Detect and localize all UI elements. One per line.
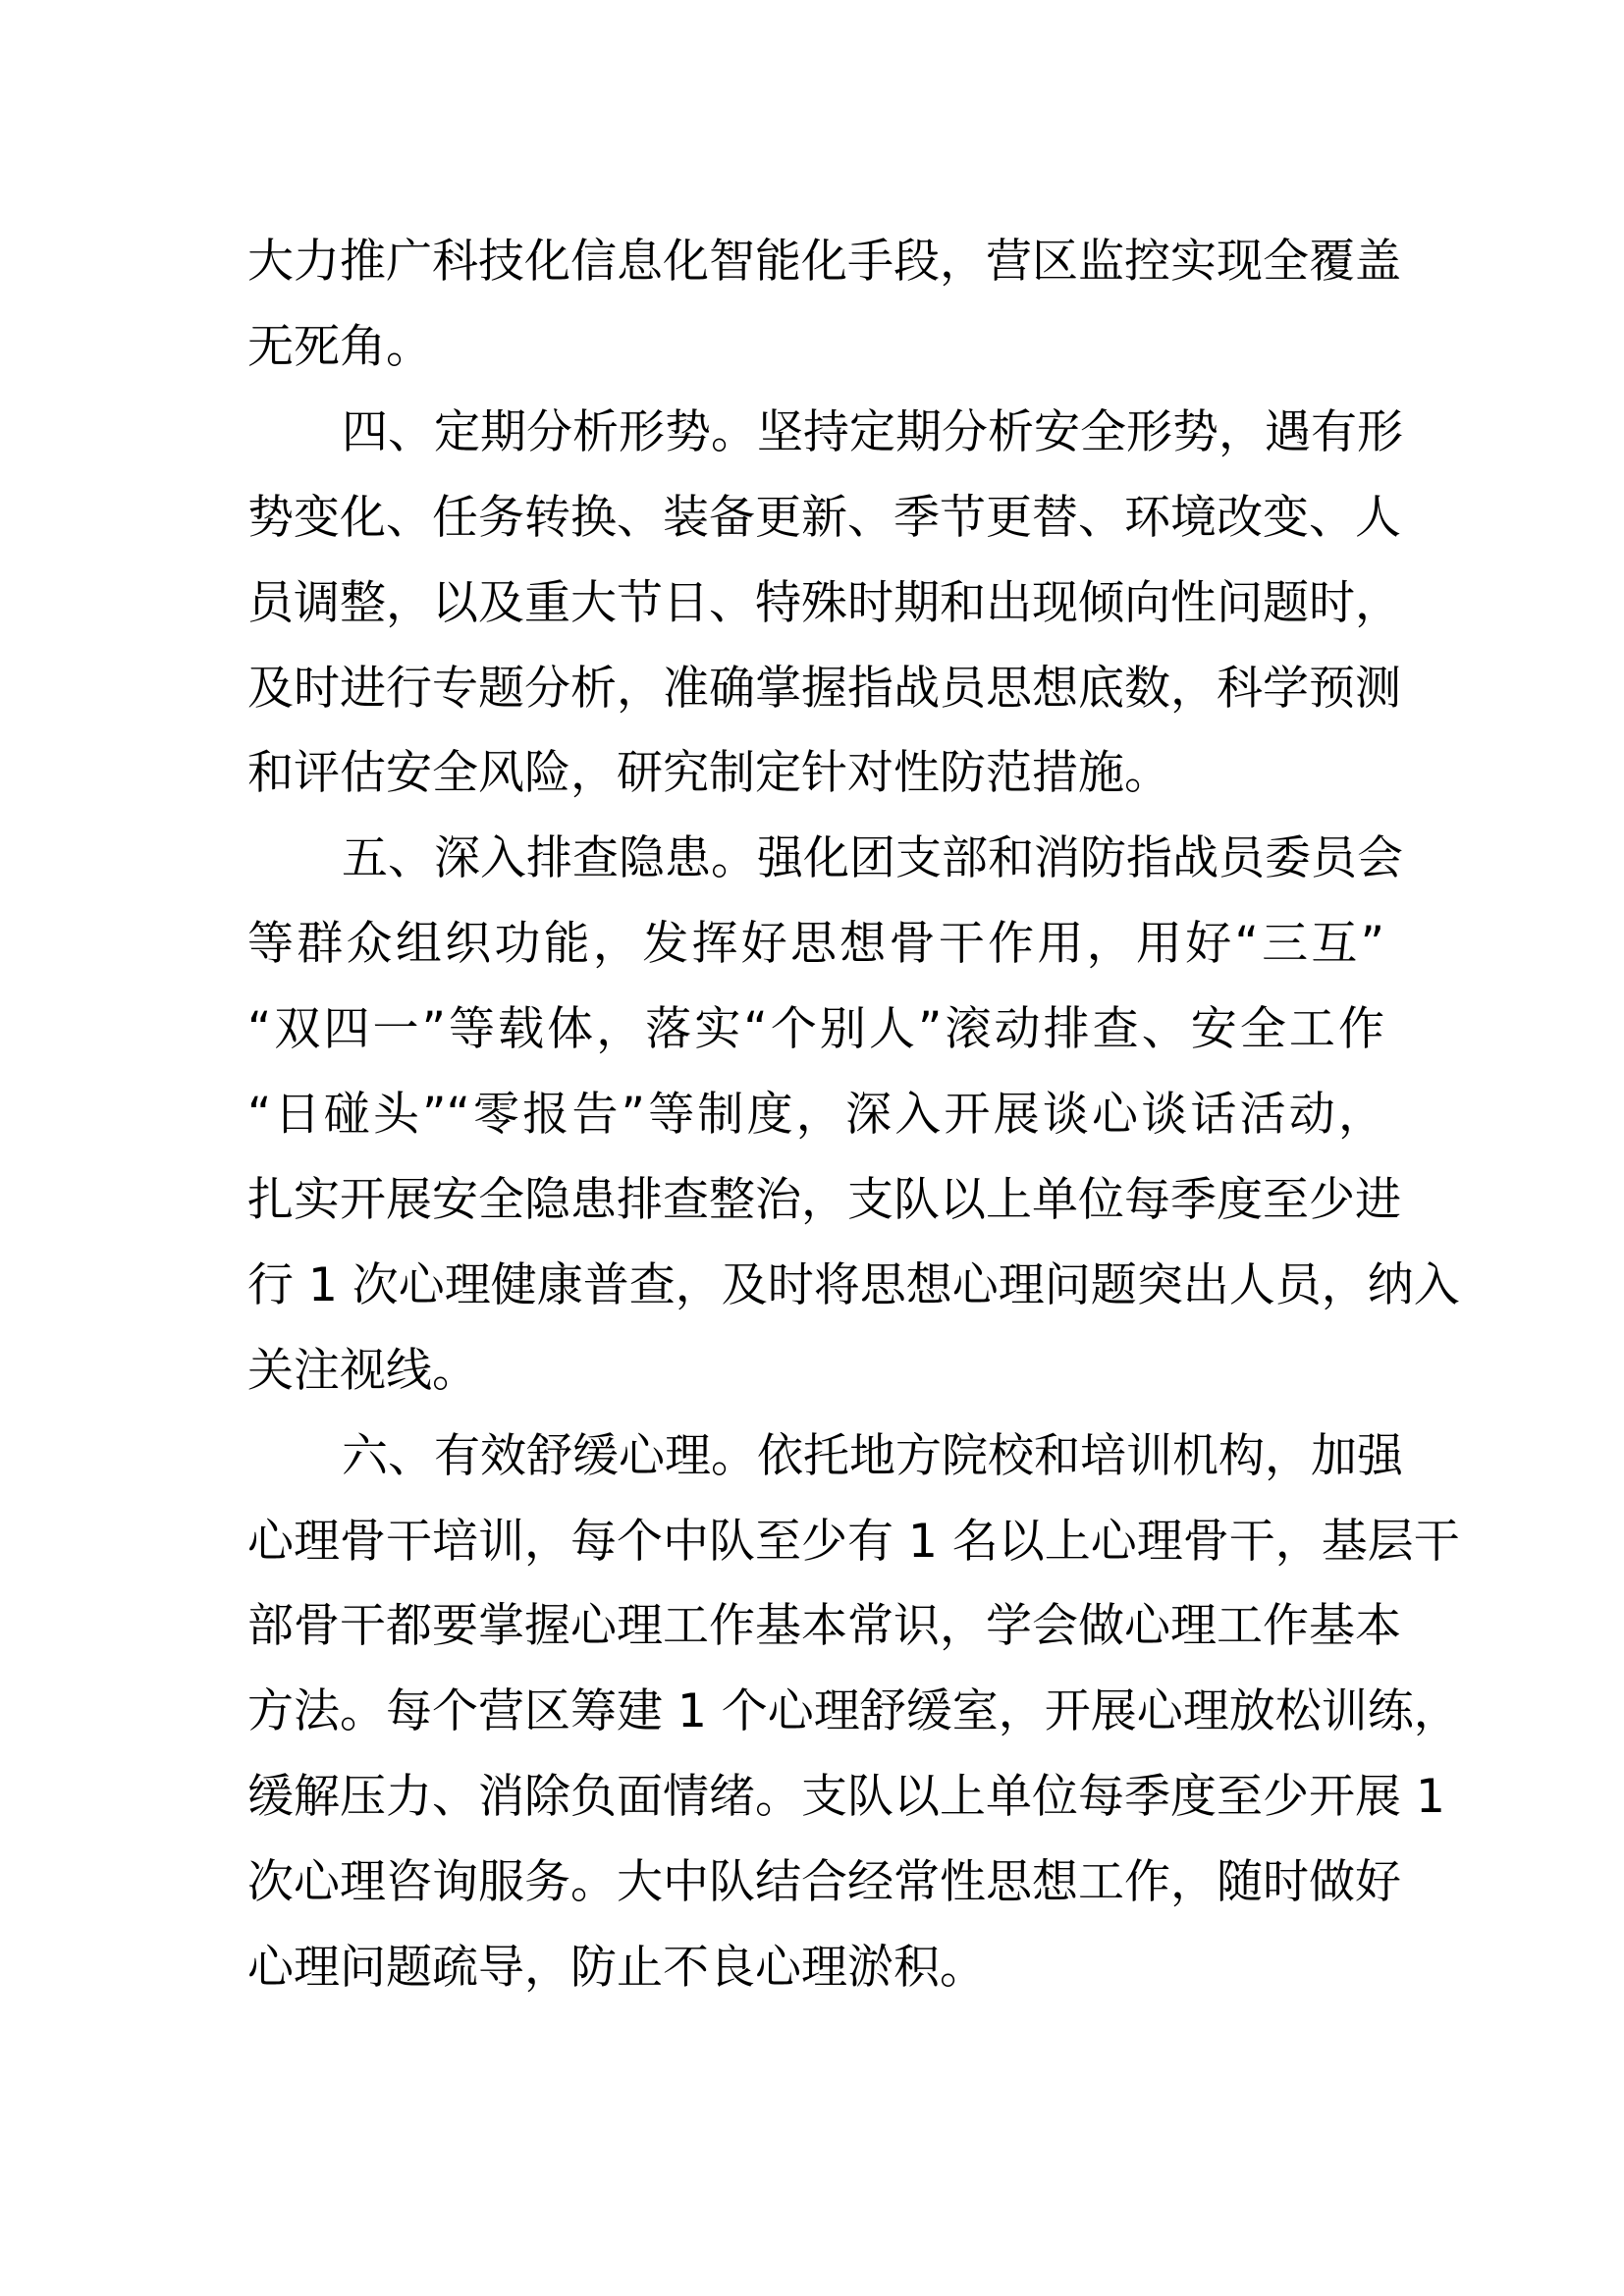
- text-line: 五、深入排查隐患。强化团支部和消防指战员委员会: [342, 831, 1403, 886]
- text-line: 心理骨干培训，每个中队至少有 1 名以上心理骨干，基层干: [247, 1514, 1460, 1569]
- text-line: 六、有效舒缓心理。依托地方院校和培训机构，加强: [342, 1428, 1403, 1483]
- text-line: 行 1 次心理健康普查，及时将思想心理问题突出人员，纳入: [247, 1257, 1460, 1312]
- text-line: 和评估安全风险，研究制定针对性防范措施。: [247, 746, 1170, 801]
- text-line: 势变化、任务转换、装备更新、季节更替、环境改变、人: [247, 490, 1401, 545]
- text-line: 等群众组织功能，发挥好思想骨干作用，用好“三互”: [247, 917, 1384, 972]
- text-line: 大力推广科技化信息化智能化手段，营区监控实现全覆盖: [247, 235, 1401, 289]
- text-line: “日碰头”“零报告”等制度，深入开展谈心谈话活动，: [247, 1088, 1384, 1142]
- text-line: 关注视线。: [247, 1343, 478, 1398]
- text-line: 心理问题疏导，防止不良心理淤积。: [247, 1941, 986, 1995]
- text-line: 无死角。: [247, 319, 432, 374]
- text-line: 四、定期分析形势。坚持定期分析安全形势，遇有形: [342, 404, 1403, 459]
- text-line: 及时进行专题分析，准确掌握指战员思想底数，科学预测: [247, 661, 1401, 716]
- text-line: 次心理咨询服务。大中队结合经常性思想工作，随时做好: [247, 1855, 1401, 1910]
- text-line: 扎实开展安全隐患排查整治，支队以上单位每季度至少进: [247, 1172, 1401, 1227]
- text-line: 方法。每个营区筹建 1 个心理舒缓室，开展心理放松训练，: [247, 1684, 1460, 1739]
- text-line: 缓解压力、消除负面情绪。支队以上单位每季度至少开展 1: [247, 1770, 1445, 1825]
- text-line: 部骨干都要掌握心理工作基本常识，学会做心理工作基本: [247, 1599, 1401, 1654]
- text-line: 员调整，以及重大节日、特殊时期和出现倾向性问题时，: [247, 575, 1401, 630]
- text-line: “双四一”等载体，落实“个别人”滚动排查、安全工作: [247, 1002, 1384, 1057]
